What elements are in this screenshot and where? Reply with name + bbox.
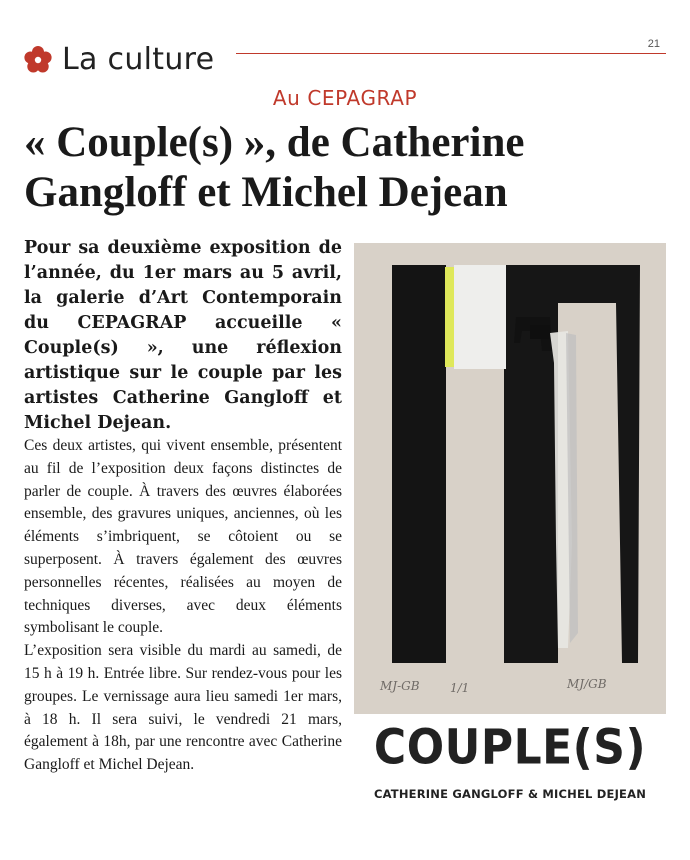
poster-title: COUPLE(S) xyxy=(373,719,647,776)
body-paragraph: L’exposition sera visible du mardi au samedi, de 15 h à 19 h. Entrée libre. Sur rendez-vous pour les groupes. Le vernissage aura lieu samedi 1er mars, à 18 h. Il sera suivi, le vendredi 21 mars, également à 18h, par une rencontre avec Catherine Gangloff et Michel Dejean. xyxy=(24,642,342,774)
artwork-signature-right: MJ/GB xyxy=(567,677,607,691)
artwork-signature-left: MJ-GB xyxy=(380,679,420,693)
artwork-white-block xyxy=(454,265,506,369)
article-body xyxy=(24,435,342,777)
article-kicker: Au CEPAGRAP xyxy=(272,86,418,110)
artwork-edition: 1/1 xyxy=(450,681,470,695)
article-headline: « Couple(s) », de Catherine Gangloff et Michel Dejean xyxy=(24,119,525,216)
page-number: 21 xyxy=(647,38,660,50)
header-rule xyxy=(236,53,666,54)
flower-icon xyxy=(24,46,52,74)
article-lead: Pour sa deuxième exposition de l’année, du 1er mars au 5 avril, la galerie d’Art Contemporain du CEPAGRAP accueille « Couple(s) », une réflexion artistique sur le couple par les artistes Catherine Gangloff et Michel Dejean. xyxy=(24,238,342,433)
section-label: La culture xyxy=(62,42,215,77)
artwork-image xyxy=(354,243,666,714)
body-paragraph: Ces deux artistes, qui vivent ensemble, présentent au fil de l’exposition deux façons distinctes de parler de couple. À travers des œuvres élaborées ensemble, des gravures uniques, anciennes, où les éléments s’imbriquent, se côtoient ou se superposent. À travers également des œuvres personnelles récentes, réalisées au moyen de techniques diverses, avec deux éléments symbolisant le couple. xyxy=(24,437,342,637)
poster-subtitle: CATHERINE GANGLOFF & MICHEL DEJEAN xyxy=(373,787,647,801)
artwork-painting xyxy=(354,243,666,714)
artwork-yellow-strip xyxy=(445,267,454,367)
artwork-left-bar xyxy=(392,265,446,663)
